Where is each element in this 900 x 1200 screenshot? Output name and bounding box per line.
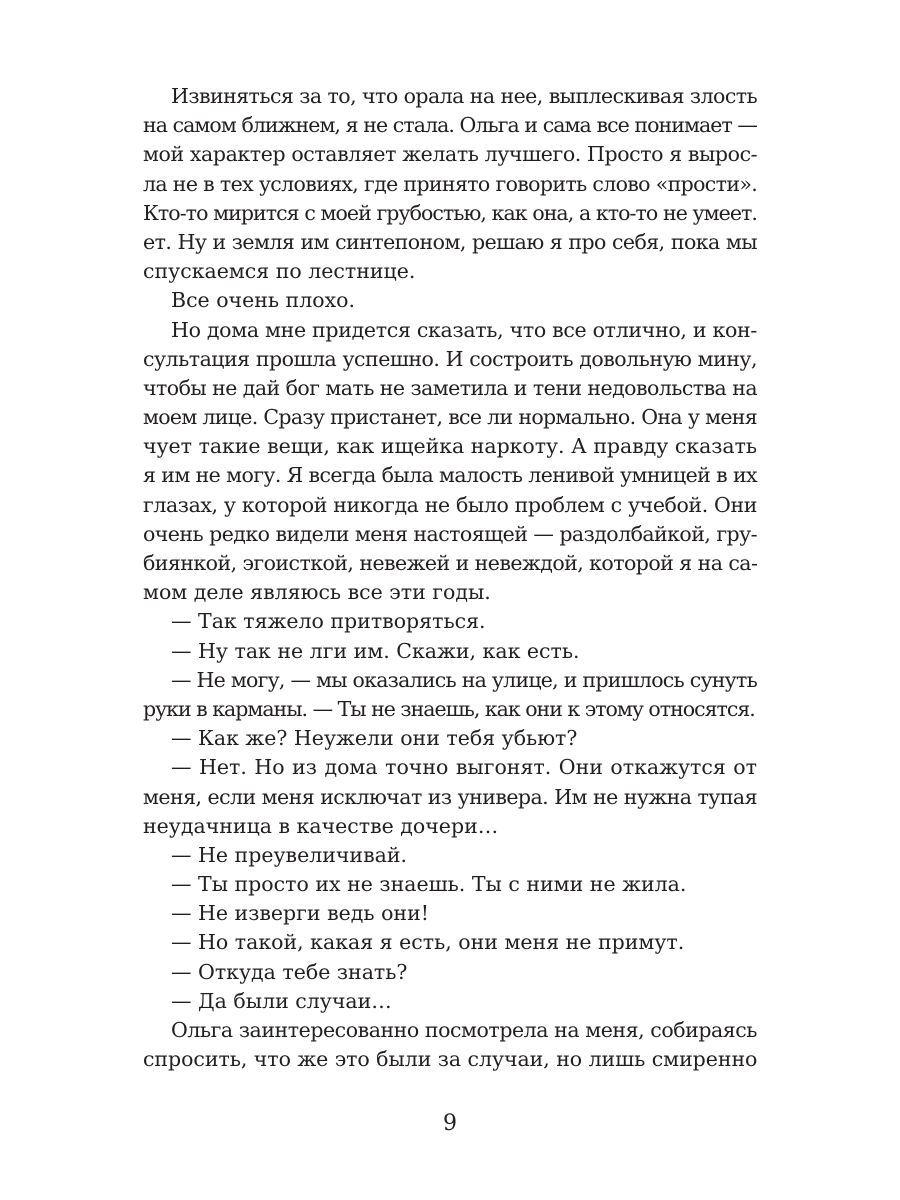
text-line: Извиняться за то, что орала на нее, выплескивая злость [171, 84, 758, 108]
text-line: спросить, что же это были за случаи, но лишь смиренно [143, 1047, 758, 1072]
text-line: — Нет. Но из дома точно выгонят. Они откажутся от [171, 755, 757, 780]
text-line: спускаемся по лестнице. [143, 259, 416, 284]
text-line: — Да были случаи… [171, 988, 392, 1013]
text-line: Кто-то мирится с моей грубостью, как она, а кто-то не умеет. [143, 200, 757, 225]
text-line: — Но такой, какая я есть, они меня не примут. [171, 930, 685, 955]
text-line: моем лице. Сразу пристанет, все ли нормально. Она у меня [143, 405, 757, 430]
page-number: 9 [443, 1111, 457, 1136]
body-text [143, 82, 757, 1074]
text-line: — Так тяжело притворяться. [171, 609, 486, 634]
text-line: — Не изверги ведь они! [171, 901, 429, 926]
text-line: руки в карманы. — Ты не знаешь, как они к этому относятся. [143, 696, 755, 721]
text-line: чует такие вещи, как ищейка наркоту. А правду сказать [143, 434, 757, 459]
text-line: сультация прошла успешно. И состроить довольную мину, [143, 346, 757, 371]
text-line: ла не в тех условиях, где принято говорить слово «прости». [143, 171, 758, 196]
text-line: — Откуда тебе знать? [171, 959, 408, 984]
text-line: Но дома мне придется сказать, что все отлично, и кон- [171, 317, 757, 342]
text-line: мом деле являюсь все эти годы. [143, 580, 491, 605]
text-line: неудачница в качестве дочери… [143, 813, 499, 838]
text-line: на самом ближнем, я не стала. Ольга и сама все понимает — [143, 113, 757, 138]
text-line: чтобы не дай бог мать не заметила и тени недовольства на [143, 375, 757, 400]
text-line: мой характер оставляет желать лучшего. Просто я вырос- [143, 142, 758, 167]
text-line: меня, если меня исключат из универа. Им не нужна тупая [143, 784, 757, 809]
text-line: биянкой, эгоисткой, невежей и невеждой, которой я на са- [143, 551, 758, 575]
text-line: глазах, у которой никогда не было проблем с учебой. Они [143, 492, 757, 517]
text-line: я им не могу. Я всегда была малость ленивой умницей в их [143, 463, 757, 488]
text-line: Все очень плохо. [171, 288, 356, 313]
text-line: — Ты просто их не знаешь. Ты с ними не жила. [171, 872, 687, 897]
text-line: ет. Ну и земля им синтепоном, решаю я про себя, пока мы [143, 229, 757, 254]
text-line: — Как же? Неужели они тебя убьют? [171, 726, 578, 751]
text-line: — Не могу, — мы оказались на улице, и пришлось сунуть [171, 667, 757, 692]
text-line: Ольга заинтересованно посмотрела на меня, собираясь [171, 1018, 757, 1042]
text-line: — Не преувеличивай. [171, 842, 408, 867]
text-line: очень редко видели меня настоящей — раздолбайкой, гру- [143, 521, 757, 546]
text-line: — Ну так не лги им. Скажи, как есть. [171, 638, 580, 663]
